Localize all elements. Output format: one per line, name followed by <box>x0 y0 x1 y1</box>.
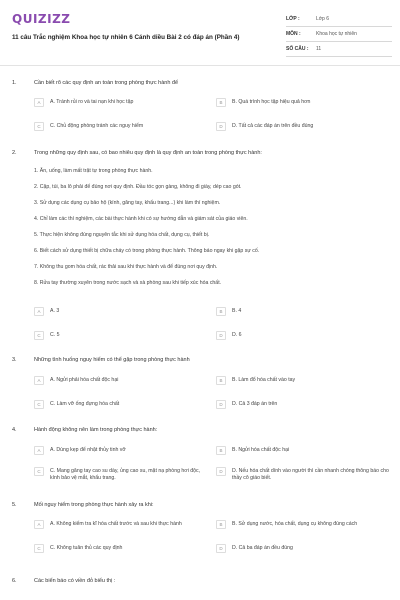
question-text: Mối nguy hiểm trong phòng thực hành xảy ra khi: <box>34 502 154 508</box>
worksheet-title: 11 câu Trắc nghiệm Khoa học tự nhiên 6 Cánh diều Bài 2 có đáp án (Phần 4) <box>12 34 240 41</box>
option-d[interactable] <box>216 331 392 340</box>
meta-label: LỚP : <box>286 16 300 22</box>
option-letter-box: D <box>216 331 226 340</box>
option-a[interactable] <box>34 98 210 107</box>
meta-value: Khoa học tự nhiên <box>316 31 357 37</box>
option-text: D. Cả 3 đáp án trên <box>232 401 278 407</box>
option-text: D. Tất cả các đáp án trên đều đúng <box>232 123 314 129</box>
option-text: D. Cả ba đáp án đều đúng <box>232 545 293 551</box>
option-letter-box: B <box>216 520 226 529</box>
meta-label: MÔN : <box>286 31 301 37</box>
option-text: C. Chủ động phòng tránh các nguy hiểm <box>50 123 144 129</box>
question-number: 1. <box>12 80 17 86</box>
statement-3: 3. Sử dụng các dụng cụ bảo hộ (kính, găng tay, khẩu trang...) khi làm thí nghiệm. <box>34 200 221 206</box>
option-b[interactable] <box>216 376 392 385</box>
option-a[interactable] <box>34 446 210 455</box>
option-letter-box: B <box>216 98 226 107</box>
option-letter-box: B <box>216 307 226 316</box>
option-letter-box: D <box>216 400 226 409</box>
option-b[interactable] <box>216 520 392 529</box>
option-letter-box: D <box>216 122 226 131</box>
question-text: Những tình huống nguy hiểm có thể gặp trong phòng thực hành <box>34 357 190 363</box>
option-a[interactable] <box>34 376 210 385</box>
option-letter-box: A <box>34 307 44 316</box>
option-letter-box: A <box>34 376 44 385</box>
option-c[interactable] <box>34 400 210 409</box>
option-text: B. Ngửi hóa chất độc hại <box>232 447 290 453</box>
question-number: 4. <box>12 427 17 433</box>
option-b[interactable] <box>216 307 392 316</box>
option-letter-box: C <box>34 400 44 409</box>
option-d[interactable] <box>216 467 392 481</box>
statement-2: 2. Cặp, túi, ba lô phải để đúng nơi quy định. Đầu tóc gọn gàng, không đi giày, dép cao gót. <box>34 184 242 190</box>
statement-1: 1. Ăn, uống, làm mất trật tự trong phòng thực hành. <box>34 168 153 174</box>
option-text: B. Quá trình học tập hiệu quả hơn <box>232 99 311 105</box>
meta-row-class <box>286 12 392 27</box>
option-text: A. 3 <box>50 308 60 314</box>
option-c[interactable] <box>34 544 210 553</box>
statement-6: 6. Biết cách sử dụng thiết bị chữa cháy có trong phòng thực hành. Thông báo ngay khi gặp sự cố. <box>34 248 260 254</box>
question-number: 2. <box>12 150 17 156</box>
option-text: D. 6 <box>232 332 242 338</box>
option-text: A. Tránh rủi ro và tai nạn khi học tập <box>50 99 134 105</box>
question-text: Các biển báo có viền đỏ biểu thị : <box>34 578 116 584</box>
meta-value: Lớp 6 <box>316 16 330 22</box>
option-c[interactable] <box>34 331 210 340</box>
option-text: A. Ngửi phải hóa chất độc hại <box>50 377 119 383</box>
option-text: A. Dùng kẹp để nhặt thủy tinh vỡ <box>50 447 126 453</box>
question-number: 5. <box>12 502 17 508</box>
option-a[interactable] <box>34 520 210 529</box>
option-letter-box: C <box>34 467 44 476</box>
meta-value: 11 <box>316 46 322 52</box>
meta-label: SỐ CÂU : <box>286 46 309 52</box>
meta-row-subject <box>286 27 392 42</box>
option-d[interactable] <box>216 544 392 553</box>
option-d[interactable] <box>216 122 392 131</box>
option-text: C. 5 <box>50 332 60 338</box>
meta-row-count <box>286 42 392 57</box>
option-text: B. 4 <box>232 308 242 314</box>
option-c[interactable] <box>34 122 210 131</box>
question-number: 3. <box>12 357 17 363</box>
option-letter-box: C <box>34 331 44 340</box>
option-letter-box: A <box>34 446 44 455</box>
option-text: C. Không tuân thủ các quy định <box>50 545 123 551</box>
statement-7: 7. Không thu gom hóa chất, rác thải sau khi thực hành và để đúng nơi quy định. <box>34 264 218 270</box>
option-letter-box: A <box>34 98 44 107</box>
option-c[interactable] <box>34 467 210 481</box>
statement-4: 4. Chỉ làm các thí nghiệm, các bài thực hành khi có sự hướng dẫn và giám sát của giáo viên. <box>34 216 248 222</box>
question-text: Cần biết rõ các quy định an toàn trong phòng thực hành để <box>34 80 179 86</box>
question-number: 6. <box>12 578 17 584</box>
option-letter-box: C <box>34 122 44 131</box>
question-text: Trong những quy định sau, có bao nhiêu quy định là quy định an toàn trong phòng thực hành: <box>34 150 262 156</box>
option-letter-box: D <box>216 467 226 476</box>
statement-8: 8. Rửa tay thường xuyên trong nước sạch và xà phòng sau khi tiếp xúc hóa chất. <box>34 280 222 286</box>
option-text: B. Sử dụng nước, hóa chất, dụng cụ không đúng cách <box>232 521 358 527</box>
option-a[interactable] <box>34 307 210 316</box>
quizizz-logo: QUIZIZZ <box>12 12 71 26</box>
option-text: B. Làm đổ hóa chất vào tay <box>232 377 296 383</box>
option-d[interactable] <box>216 400 392 409</box>
option-text: C. Mang găng tay cao su dày, ủng cao su, mặt nạ phòng hơi độc, kính bảo vệ mắt, khẩu trang. <box>50 468 201 481</box>
option-letter-box: B <box>216 446 226 455</box>
statement-5: 5. Thực hiện không đúng nguyên tắc khi sử dụng hóa chất, dụng cụ, thiết bị. <box>34 232 210 238</box>
option-letter-box: A <box>34 520 44 529</box>
option-letter-box: D <box>216 544 226 553</box>
worksheet-meta <box>286 12 392 57</box>
option-b[interactable] <box>216 446 392 455</box>
question-text: Hành động không nên làm trong phòng thực hành: <box>34 427 158 433</box>
option-b[interactable] <box>216 98 392 107</box>
option-text: A. Không kiểm tra kĩ hóa chất trước và sau khi thực hành <box>50 521 182 527</box>
option-text: D. Nếu hóa chất dính vào người thì cần nhanh chóng thông báo cho thầy cô giáo biết. <box>232 468 389 481</box>
option-letter-box: C <box>34 544 44 553</box>
worksheet-header <box>0 0 400 66</box>
option-letter-box: B <box>216 376 226 385</box>
option-text: C. Làm vỡ ống đựng hóa chất <box>50 401 120 407</box>
